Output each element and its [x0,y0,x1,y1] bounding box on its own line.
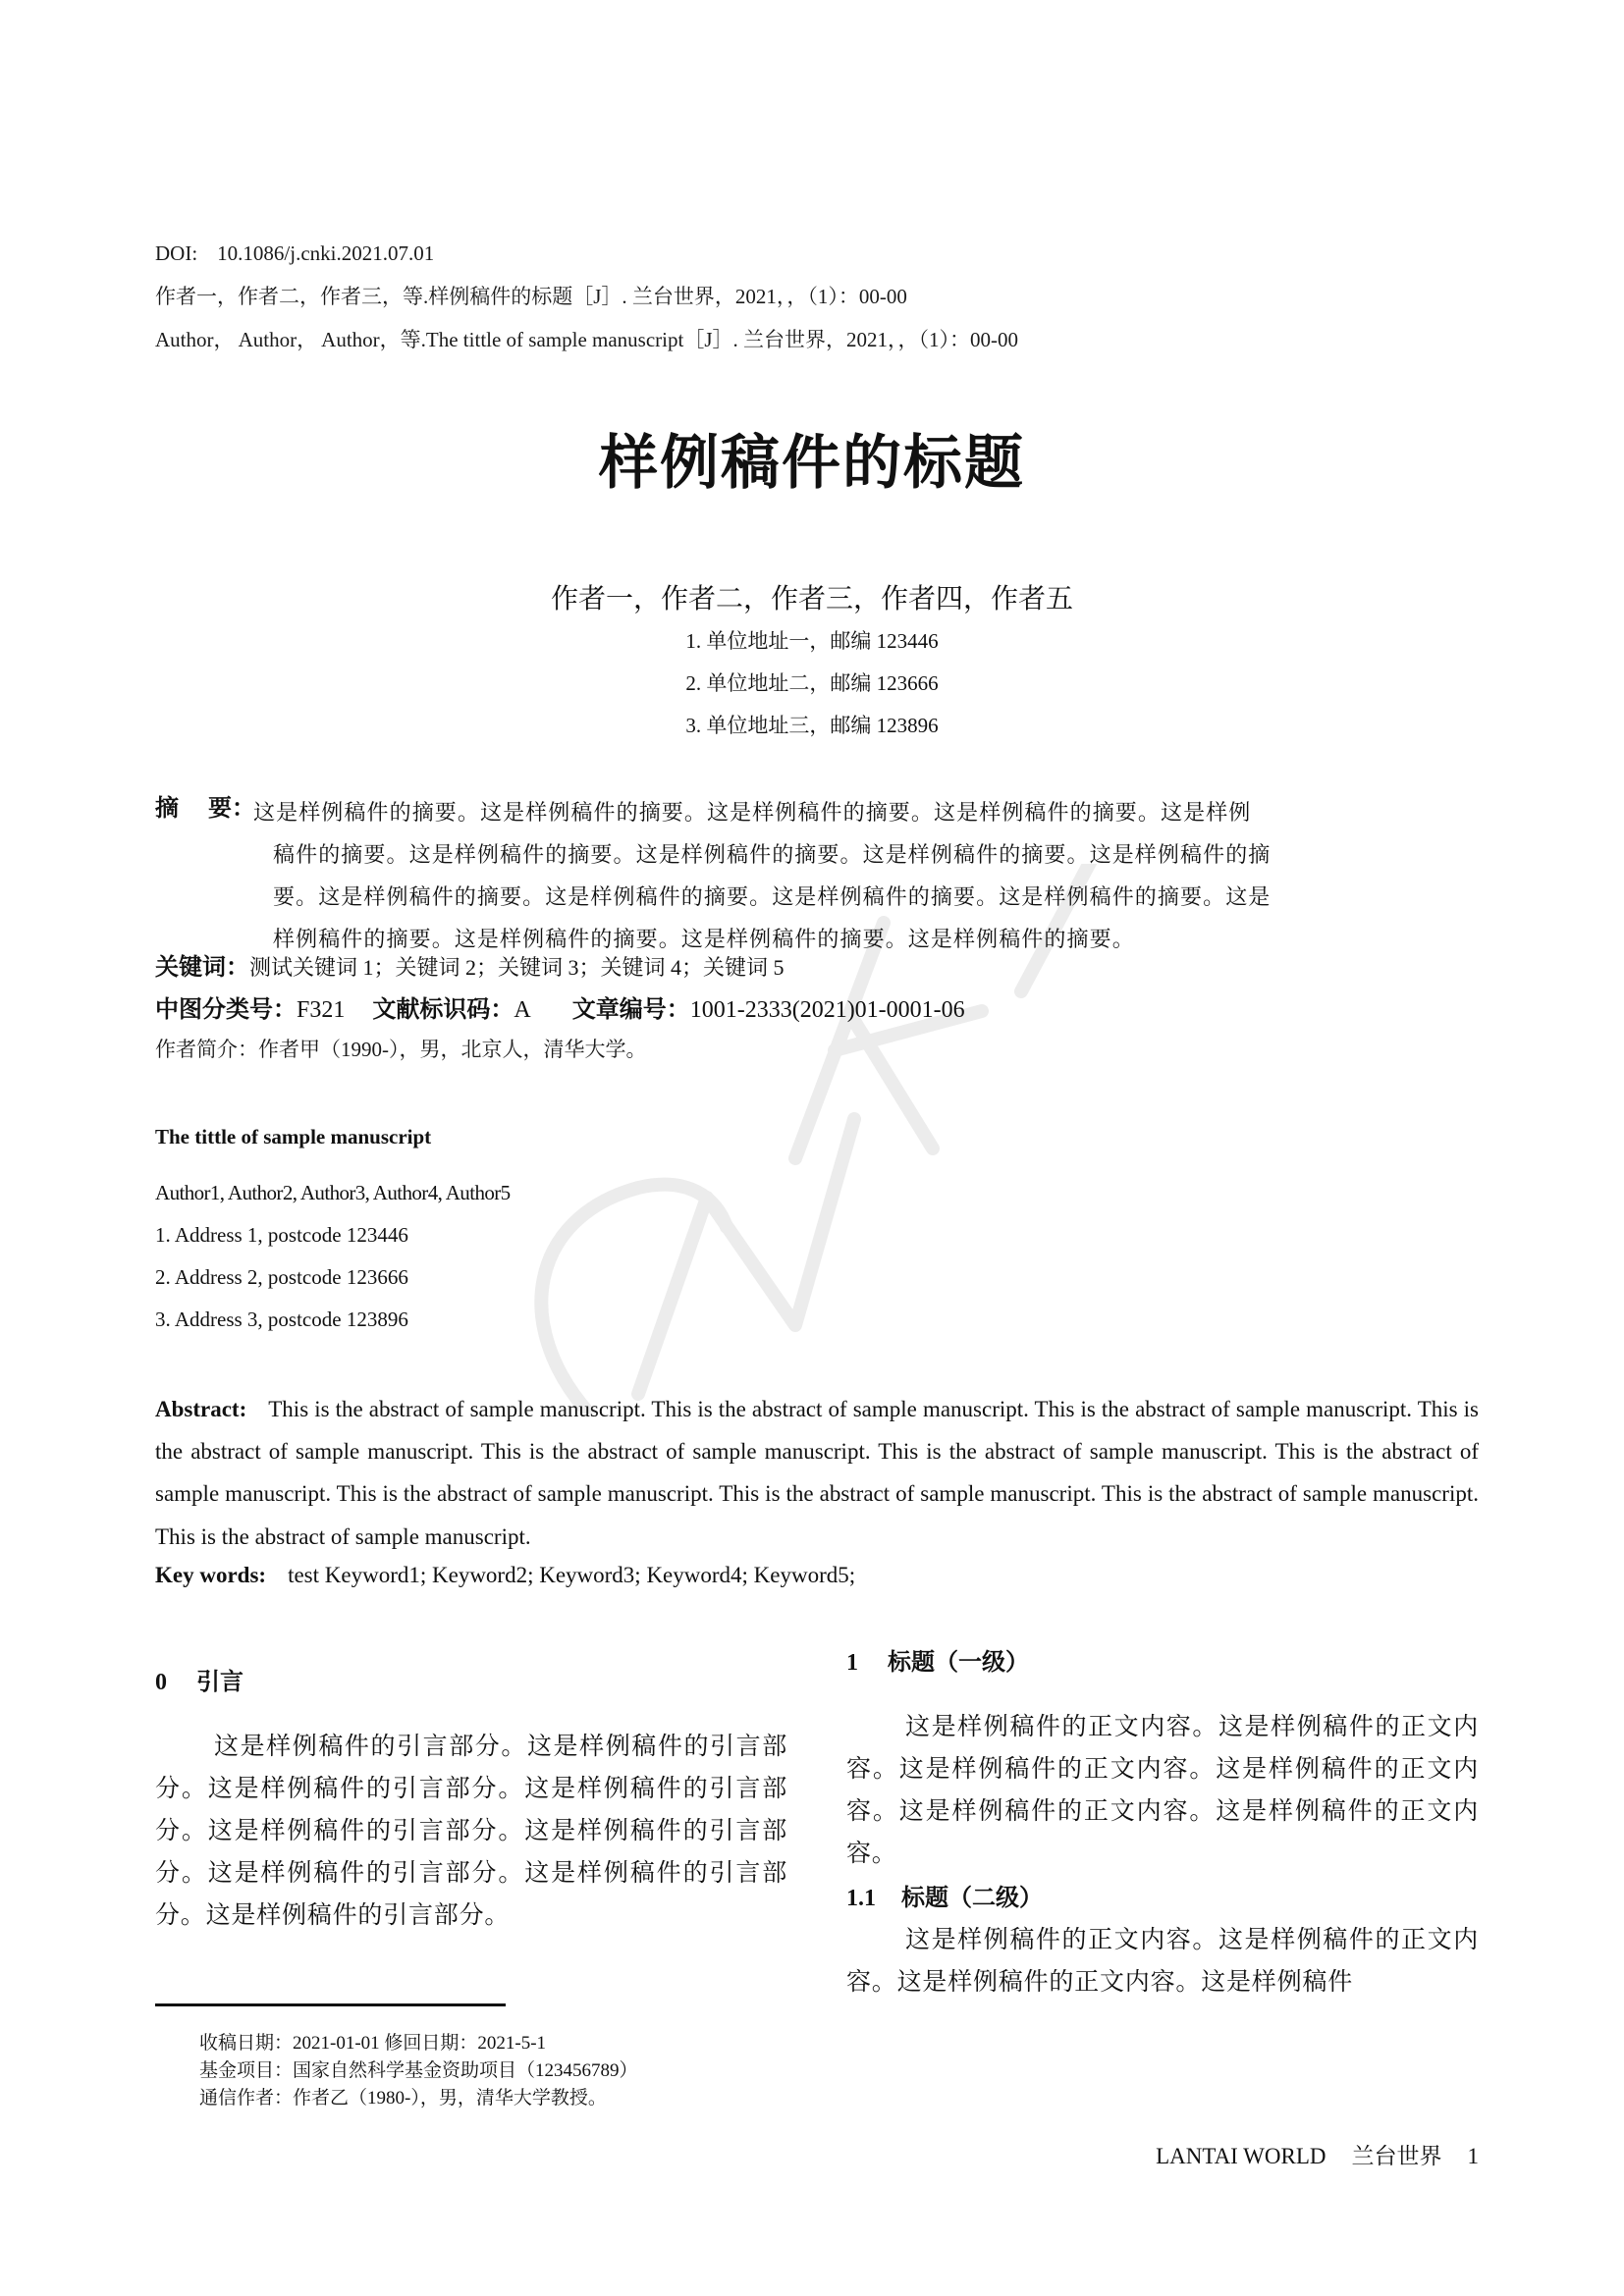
author-bio: 作者简介：作者甲（1990-），男，北京人，清华大学。 [155,1038,647,1061]
classification-row [155,993,965,1026]
cn-keywords-label: 关键词： [155,953,249,981]
cn-abstract-line-2: 稿件的摘要。这是样例稿件的摘要。这是样例稿件的摘要。这是样例稿件的摘要。这是样例稿件的摘 [273,842,1272,867]
en-title: The tittle of sample manuscript [155,1125,432,1148]
watermark-letter-c [541,1185,727,1414]
en-abstract-label: Abstract: [155,1397,247,1421]
clc-value: F321 [297,997,346,1023]
cn-abstract-label-a: 摘 [155,794,179,822]
cn-abstract-line-4: 样例稿件的摘要。这是样例稿件的摘要。这是样例稿件的摘要。这是样例稿件的摘要。 [273,927,1135,951]
affiliation-2: 2. 单位地址二，邮编 123666 [685,671,939,695]
en-keywords-label: Key words: [155,1563,267,1587]
section-1-1-title: 标题（二级） [901,1884,1043,1911]
cn-keywords-value: 测试关键词 1；关键词 2；关键词 3；关键词 4；关键词 5 [249,955,785,980]
footnote-fund: 基金项目：国家自然科学基金资助项目（123456789） [199,2060,638,2081]
section-0-number: 0 [155,1670,167,1695]
doc-code-value: A [514,997,531,1023]
page-footer [1156,2142,1479,2171]
doi-label: DOI: [155,241,198,265]
footer-journal-en: LANTAI WORLD [1156,2144,1326,2168]
clc-label: 中图分类号： [155,995,297,1023]
section-1-heading [846,1646,1029,1679]
en-address-1: 1. Address 1, postcode 123446 [155,1223,408,1247]
cn-abstract-label [155,793,255,823]
footnote-received-date: 收稿日期：2021-01-01 修回日期：2021-5-1 [199,2033,547,2054]
en-address-3: 3. Address 3, postcode 123896 [155,1308,408,1331]
doi-value[interactable]: 10.1086/j.cnki.2021.07.01 [217,241,435,265]
en-abstract [155,1388,1479,1558]
citation-cn: 作者一，作者二，作者三，等.样例稿件的标题［J］. 兰台世界，2021，，（1）：00-00 [155,285,907,308]
cn-abstract-line-1: 这是样例稿件的摘要。这是样例稿件的摘要。这是样例稿件的摘要。这是样例稿件的摘要。这是样例 [253,800,1252,825]
section-0-heading [155,1666,244,1698]
article-no-value: 1001-2333(2021)01-0001-06 [689,997,965,1023]
paper-title: 样例稿件的标题 [599,429,1025,498]
footnote-rule [155,2003,506,2006]
footer-journal-cn: 兰台世界 [1351,2144,1442,2168]
doi-line [155,240,434,267]
section-0-title: 引言 [196,1668,244,1695]
citation-en: Author， Author， Author，等.The tittle of sample manuscript［J］. 兰台世界，2021，，（1）：00-00 [155,328,1019,351]
affiliation-1: 1. 单位地址一，邮编 123446 [685,629,939,653]
section-1-title: 标题（一级） [888,1648,1029,1676]
doc-code-label: 文献标识码： [372,995,514,1023]
page-number: 1 [1467,2144,1479,2168]
intro-paragraph: 这是样例稿件的引言部分。这是样例稿件的引言部分。这是样例稿件的引言部分。这是样例稿件的引言部分。这是样例稿件的引言部分。这是样例稿件的引言部分。这是样例稿件的引言部分。这是样例稿件的引言部分。这是样例稿件的引言部分。 [155,1734,787,1929]
en-authors: Author1, Author2, Author3, Author4, Author5 [155,1181,511,1204]
section-1-1-number: 1.1 [846,1886,876,1911]
section-1-1-heading [846,1882,1043,1914]
en-keywords-value: test Keyword1; Keyword2; Keyword3; Keyword4; Keyword5; [288,1563,856,1587]
section-1-1-paragraph: 这是样例稿件的正文内容。这是样例稿件的正文内容。这是样例稿件的正文内容。这是样例稿件 [846,1927,1479,1996]
cn-abstract-line-3: 要。这是样例稿件的摘要。这是样例稿件的摘要。这是样例稿件的摘要。这是样例稿件的摘要。这是 [273,884,1272,909]
cn-keywords-row [155,952,785,983]
section-1-paragraph: 这是样例稿件的正文内容。这是样例稿件的正文内容。这是样例稿件的正文内容。这是样例稿件的正文内容。这是样例稿件的正文内容。这是样例稿件的正文内容。 [846,1714,1479,1867]
en-abstract-text: This is the abstract of sample manuscript. This is the abstract of sample manuscript. This is the abstract of sample manuscript. This is the abstract of sample manuscript. This is the abstract of sample manuscript. This is the abstract of sample manuscript. This is the abstract of sample manuscript. This is the abstract of sample manuscript. This is the abstract of sample manuscript. This is the abstract of sample manuscript. This is the abstract of sample manuscript. [155,1397,1479,1549]
cn-abstract-label-b: 要： [208,794,255,822]
footnote-corresponding-author: 通信作者：作者乙（1980-），男，清华大学教授。 [199,2088,607,2109]
en-address-2: 2. Address 2, postcode 123666 [155,1265,408,1289]
affiliation-3: 3. 单位地址三，邮编 123896 [685,714,939,737]
article-no-label: 文章编号： [571,995,690,1023]
author-list: 作者一，作者二，作者三，作者四，作者五 [550,582,1073,614]
section-1-number: 1 [846,1650,858,1676]
watermark-letter-n [638,1119,854,1394]
en-keywords-row [155,1561,855,1590]
